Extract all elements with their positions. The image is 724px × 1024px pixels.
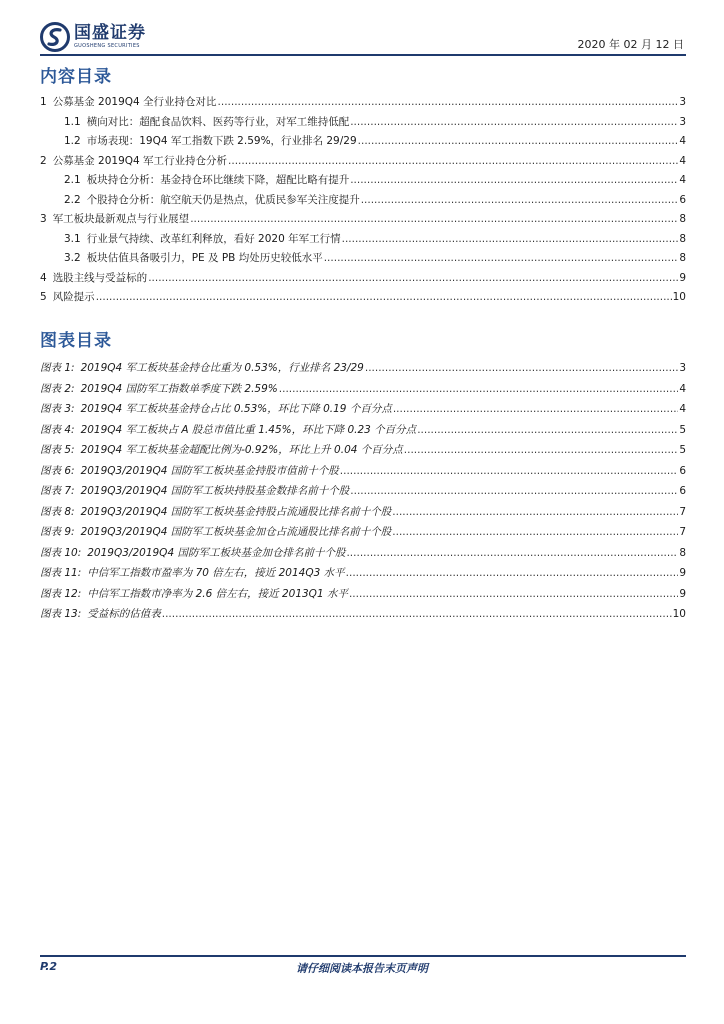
toc-entry-page: 4 xyxy=(679,174,686,186)
figure-entry-title: 2019Q4 国防军工指数单季度下跌 2.59% xyxy=(80,382,278,395)
figure-entry[interactable] xyxy=(40,563,686,584)
figure-entry-title: 2019Q3/2019Q4 国防军工板块基金持股占流通股比排名前十个股 xyxy=(80,505,392,518)
dot-leader xyxy=(228,152,678,172)
logo-name-en: GUOSHENG SECURITIES xyxy=(74,43,140,49)
disclaimer-note: 请仔细阅读本报告末页声明 xyxy=(296,962,428,975)
toc-entry[interactable] xyxy=(40,132,686,152)
figure-entry-label: 图表 9: xyxy=(40,526,75,538)
toc-entry[interactable] xyxy=(40,113,686,133)
toc-entry-title: 公募基金 2019Q4 全行业持仓对比 xyxy=(52,96,217,108)
toc-entry-page: 10 xyxy=(672,291,686,303)
figure-entry-page: 5 xyxy=(679,423,686,436)
toc-entry[interactable] xyxy=(40,93,686,113)
figure-entry-page: 7 xyxy=(679,526,686,538)
figure-entry[interactable] xyxy=(40,502,686,523)
dot-leader xyxy=(404,440,679,461)
toc-entry-page: 8 xyxy=(679,252,686,264)
toc-title: 内容目录 xyxy=(40,67,112,87)
page-header xyxy=(40,22,686,54)
toc-entry-number: 2 xyxy=(40,154,47,167)
figure-entry-page: 5 xyxy=(679,444,686,456)
figure-entry[interactable] xyxy=(40,399,686,420)
table-of-contents xyxy=(40,93,686,308)
figure-entry-page: 3 xyxy=(679,362,686,374)
figure-entry-label: 图表 5: xyxy=(40,444,75,456)
toc-entry-number: 5 xyxy=(40,291,47,303)
figure-entry-label: 图表 8: xyxy=(40,505,75,518)
toc-entry-page: 9 xyxy=(679,271,686,284)
figure-entry-title: 受益标的估值表 xyxy=(87,608,161,620)
figure-entry-page: 6 xyxy=(679,485,686,497)
toc-entry-number: 2.1 xyxy=(64,174,81,186)
dot-leader xyxy=(218,93,679,113)
figure-entry-label: 图表 11: xyxy=(40,567,82,579)
toc-entry[interactable] xyxy=(40,210,686,230)
figure-entry-label: 图表 2: xyxy=(40,382,75,395)
toc-entry-number: 3.2 xyxy=(64,252,81,264)
figure-entry-label: 图表 10: xyxy=(40,546,82,559)
company-logo xyxy=(40,22,146,52)
toc-entry-number: 1 xyxy=(40,96,47,108)
figure-entry-title: 中信军工指数市净率为 2.6 倍左右，接近 2013Q1 水平 xyxy=(87,587,348,600)
footer-divider xyxy=(40,955,686,957)
toc-entry-number: 4 xyxy=(40,271,47,284)
dot-leader xyxy=(346,563,679,584)
figure-entry-title: 2019Q3/2019Q4 国防军工板块基金加仓占流通股比排名前十个股 xyxy=(80,526,392,538)
figure-entry-label: 图表 3: xyxy=(40,403,75,415)
toc-entry[interactable] xyxy=(40,152,686,172)
toc-entry-title: 军工板块最新观点与行业展望 xyxy=(52,213,190,225)
toc-entry-page: 8 xyxy=(679,213,686,225)
figure-entry-title: 2019Q3/2019Q4 国防军工板块基金加仓排名前十个股 xyxy=(87,546,346,559)
toc-entry-page: 6 xyxy=(679,193,686,206)
figure-list xyxy=(40,358,686,625)
figure-entry-page: 4 xyxy=(679,403,686,415)
dot-leader xyxy=(350,171,678,191)
toc-entry-number: 2.2 xyxy=(64,193,81,206)
toc-entry-title: 行业景气持续、改革红利释放，看好 2020 年军工行情 xyxy=(86,232,341,245)
figure-entry[interactable] xyxy=(40,481,686,502)
toc-entry-title: 个股持仓分析：航空航天仍是热点，优质民参军关注度提升 xyxy=(86,193,360,206)
toc-entry-title: 风险提示 xyxy=(52,291,95,303)
figure-entry-page: 4 xyxy=(679,382,686,395)
dot-leader xyxy=(148,269,678,289)
figure-entry[interactable] xyxy=(40,461,686,482)
dot-leader xyxy=(350,113,678,133)
toc-entry-page: 4 xyxy=(679,135,686,147)
toc-entry-title: 市场表现：19Q4 军工指数下跌 2.59%，行业排名 29/29 xyxy=(86,135,357,147)
figure-entry-title: 2019Q4 军工板块基金超配比例为-0.92%，环比上升 0.04 个百分点 xyxy=(80,444,403,456)
toc-entry-title: 横向对比：超配食品饮料、医药等行业，对军工维持低配 xyxy=(86,115,350,128)
dot-leader xyxy=(392,522,678,543)
guosheng-logo-icon xyxy=(40,22,70,52)
report-date: 2020 年 02 月 12 日 xyxy=(577,38,684,51)
toc-entry-title: 板块持仓分析：基金持仓环比继续下降，超配比略有提升 xyxy=(86,174,350,186)
figure-entry-title: 2019Q4 军工板块基金持仓比重为 0.53%，行业排名 23/29 xyxy=(80,362,364,374)
figure-entry-label: 图表 7: xyxy=(40,485,75,497)
figure-entry[interactable] xyxy=(40,358,686,379)
dot-leader xyxy=(162,604,672,625)
dot-leader xyxy=(190,210,678,230)
figure-entry[interactable] xyxy=(40,604,686,625)
dot-leader xyxy=(392,502,678,523)
dot-leader xyxy=(349,584,678,605)
figure-entry-title: 2019Q4 军工板块占 A 股总市值比重 1.45%，环比下降 0.23 个百分点 xyxy=(80,423,417,436)
dot-leader xyxy=(340,461,679,482)
figure-entry-label: 图表 6: xyxy=(40,464,75,477)
dot-leader xyxy=(361,191,679,211)
figure-entry[interactable] xyxy=(40,379,686,400)
dot-leader xyxy=(346,543,678,564)
dot-leader xyxy=(350,481,678,502)
toc-entry-number: 1.1 xyxy=(64,115,81,128)
toc-entry-title: 公募基金 2019Q4 军工行业持仓分析 xyxy=(52,154,228,167)
header-divider xyxy=(40,54,686,56)
figure-entry-page: 10 xyxy=(672,608,686,620)
figure-entry-page: 6 xyxy=(679,464,686,477)
toc-entry[interactable] xyxy=(40,269,686,289)
toc-entry-number: 1.2 xyxy=(64,135,81,147)
toc-entry-number: 3 xyxy=(40,213,47,225)
figure-entry-title: 2019Q3/2019Q4 国防军工板块持股基金数排名前十个股 xyxy=(80,485,350,497)
dot-leader xyxy=(365,358,678,379)
dot-leader xyxy=(342,230,679,250)
dot-leader xyxy=(324,249,679,269)
toc-entry-page: 3 xyxy=(679,115,686,128)
figure-entry-label: 图表 1: xyxy=(40,362,75,374)
figure-entry-page: 7 xyxy=(679,505,686,518)
dot-leader xyxy=(279,379,679,400)
dot-leader xyxy=(358,132,679,152)
toc-entry[interactable] xyxy=(40,191,686,211)
figure-entry[interactable] xyxy=(40,543,686,564)
toc-entry-title: 板块估值具备吸引力，PE 及 PB 均处历史较低水平 xyxy=(86,252,323,264)
figure-entry-page: 8 xyxy=(679,546,686,559)
figure-entry-page: 9 xyxy=(679,587,686,600)
dot-leader xyxy=(393,399,678,420)
figure-entry-title: 2019Q4 军工板块基金持仓占比 0.53%，环比下降 0.19 个百分点 xyxy=(80,403,392,415)
dot-leader xyxy=(417,420,678,441)
figure-entry-label: 图表 4: xyxy=(40,423,75,436)
figure-entry-title: 中信军工指数市盈率为 70 倍左右，接近 2014Q3 水平 xyxy=(87,567,345,579)
toc-entry-page: 8 xyxy=(679,232,686,245)
toc-entry[interactable] xyxy=(40,171,686,191)
toc-entry-page: 3 xyxy=(679,96,686,108)
figure-entry-label: 图表 13: xyxy=(40,608,82,620)
dot-leader xyxy=(96,288,672,308)
toc-entry-title: 选股主线与受益标的 xyxy=(52,271,148,284)
figure-entry-label: 图表 12: xyxy=(40,587,82,600)
figure-entry[interactable] xyxy=(40,522,686,543)
figure-list-title: 图表目录 xyxy=(40,331,112,351)
toc-entry[interactable] xyxy=(40,230,686,250)
toc-entry[interactable] xyxy=(40,288,686,308)
figure-entry[interactable] xyxy=(40,420,686,441)
figure-entry[interactable] xyxy=(40,440,686,461)
figure-entry-page: 9 xyxy=(679,567,686,579)
toc-entry[interactable] xyxy=(40,249,686,269)
figure-entry[interactable] xyxy=(40,584,686,605)
page-number: P.2 xyxy=(40,960,58,973)
figure-entry-title: 2019Q3/2019Q4 国防军工板块基金持股市值前十个股 xyxy=(80,464,339,477)
toc-entry-number: 3.1 xyxy=(64,232,81,245)
logo-name: 国盛证券 xyxy=(74,23,146,43)
toc-entry-page: 4 xyxy=(679,154,686,167)
